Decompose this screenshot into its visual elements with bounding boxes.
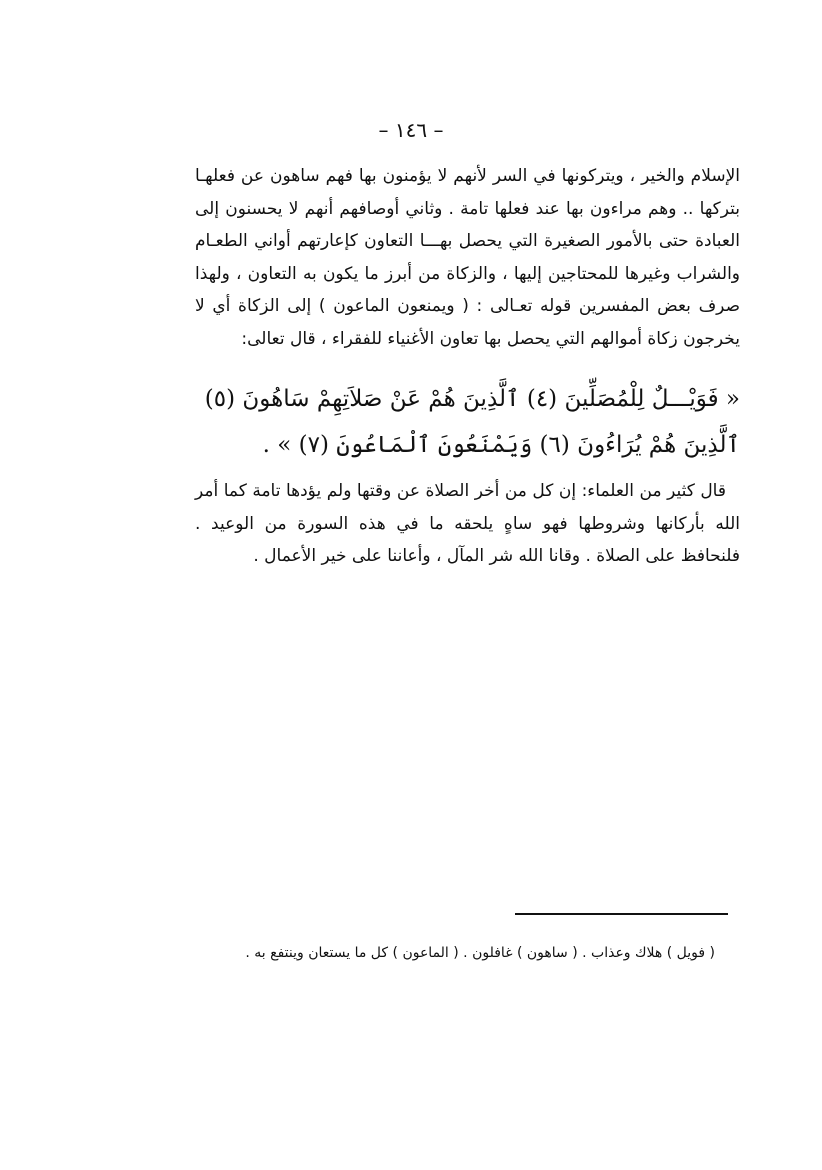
- footnote: [190, 940, 715, 966]
- quran-verse: [190, 376, 740, 468]
- commentary-paragraph: [195, 475, 740, 573]
- verse-line-2: ٱلَّذِينَ هُمْ يُرَاءُونَ (٦) وَيَمْنَعُونَ ٱلْمَاعُونَ (٧) » .: [262, 432, 740, 458]
- page-number: – ١٤٦ –: [378, 118, 444, 142]
- footnote-text: ( فويل ) هلاك وعذاب . ( ساهون ) غافلون . ( الماعون ) كل ما يستعان وينتفع به .: [245, 945, 715, 961]
- footnote-divider: [515, 913, 728, 915]
- main-paragraph-text: الإسلام والخير ، ويتركونها في السر لأنهم لا يؤمنون بها فهم ساهون عن فعلهـا بتركها .. وهم مراءون بها عند فعلها تامة . وثاني أوصافهم أنهم لا يحسنون إلى العبادة حتى بالأمور الصغيرة التي يحصل بهـــا التعاون كإعارتهم أواني الطعـام والشراب وغيرها للمحتاجين إليها ، والزكاة من أبرز ما يكون به التعاون ، ولهذا صرف بعض المفسرين قوله تعـالى : ( ويمنعون الماعون ) إلى الزكاة أي لا يخرجون زكاة أموالهم التي يحصل بها تعاون الأغنياء للفقراء ، قال تعالى:: [195, 166, 740, 349]
- verse-line-1: « فَوَيْـــلٌ لِلْمُصَلِّينَ (٤) ٱلَّذِينَ هُمْ عَنْ صَلاَتِهِمْ سَاهُونَ (٥): [204, 386, 740, 412]
- commentary-text: قال كثير من العلماء: إن كل من أخر الصلاة عن وقتها ولم يؤدها تامة كما أمر الله بأركانها وشروطها فهو ساهٍ يلحقه ما في هذه السورة من الوعيد . فلنحافظ على الصلاة . وقانا الله شر المآل ، وأعاننا على خير الأعمال .: [195, 481, 740, 566]
- main-paragraph: [195, 160, 740, 355]
